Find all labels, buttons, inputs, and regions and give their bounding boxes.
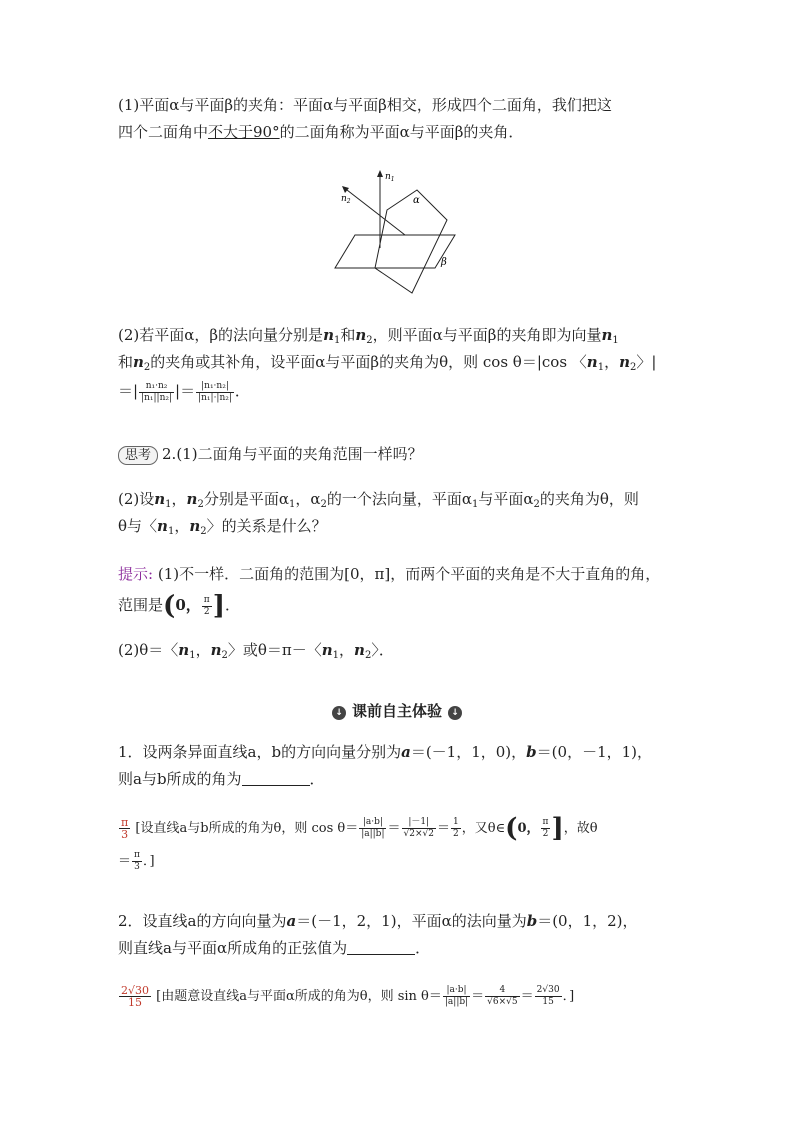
think-tag: 思考 bbox=[118, 446, 158, 465]
answer-blank bbox=[242, 771, 310, 786]
think-question bbox=[118, 441, 683, 540]
answer-2 bbox=[118, 983, 683, 1010]
q1-line1: 1．设两条异面直线a，b的方向向量分别为a＝(－1，1，0)，b＝(0，－1，1)， bbox=[118, 743, 653, 761]
a1-line1: $\frac{\pi}{3}$ [设直线a与b所成的角为θ，则 cos θ＝ $\frac{|a\cdot b|}{|a||b|}$ ＝ $\frac{|-1|}{√2\times√2}$ ＝ $\frac{1}{2}$ ，又θ∈(0， $\frac{\pi}{2}$ ]，故θ bbox=[121, 813, 598, 844]
underlined-term: 不大于90° bbox=[208, 123, 280, 141]
label-n2-sub: 2 bbox=[346, 198, 351, 205]
fraction-2: $\frac{\text{|n₁·n₂|}}{\text{|n₁|·|n₂|}}$ bbox=[198, 380, 232, 403]
hint-line3: (2)θ＝〈$n_1$，$n_2$〉或θ＝π－〈$n_1$，$n_2$〉． bbox=[118, 641, 394, 661]
p1-text: 四个二面角中 bbox=[118, 123, 209, 141]
arrow-n1-icon bbox=[377, 170, 383, 177]
fraction-1: $\frac{\text{n₁·n₂}}{\text{|n₁||n₂|}}$ bbox=[141, 380, 173, 403]
think-line1: 思考 2.(1)二面角与平面的夹角范围一样吗？ bbox=[118, 441, 683, 468]
p2-line1: (2)若平面α，β的法向量分别是$n_1$和$n_2$，则平面α与平面β的夹角即为向量$n_1$ bbox=[118, 326, 619, 346]
question-1 bbox=[118, 739, 683, 793]
hint-line2: 范围是(0， $\frac{\pi}{2}$ ]． bbox=[118, 591, 241, 621]
answer-blank bbox=[347, 940, 415, 955]
hint-block bbox=[118, 561, 683, 664]
svg-text:n1 bbox=[385, 172, 395, 183]
definition-paragraph-2 bbox=[118, 322, 683, 405]
answer-key-1: $\frac{\pi}{3}$ bbox=[121, 816, 129, 841]
section-title-text: 课前自主体验 bbox=[351, 702, 442, 720]
hint-label: 提示: bbox=[118, 565, 154, 583]
answer-key-2: $\frac{2√30}{15}$ bbox=[121, 984, 150, 1009]
p1-line1: (1)平面α与平面β的夹角：平面α与平面β相交，形成四个二面角，我们把这 bbox=[118, 96, 612, 114]
label-alpha: α bbox=[413, 195, 420, 206]
arrow-n2-icon bbox=[342, 186, 349, 193]
question-2 bbox=[118, 908, 683, 962]
hint-line1: 提示: (1)不一样．二面角的范围为[0，π]，而两个平面的夹角是不大于直角的角， bbox=[118, 565, 661, 583]
planes-figure bbox=[325, 165, 465, 300]
down-arrow-icon: ↓ bbox=[448, 706, 462, 720]
answer-1 bbox=[118, 815, 683, 875]
q2-line1: 2．设直线a的方向向量为a＝(－1，2，1)，平面α的法向量为b＝(0，1，2)， bbox=[118, 912, 638, 930]
normal-n2 bbox=[347, 190, 405, 235]
p2-line3: ＝| $\frac{\text{n₁·n₂}}{\text{|n₁||n₂|}}$ |＝ $\frac{\text{|n₁·n₂|}}{\text{|n₁|·|n₂|}}$ ． bbox=[118, 380, 250, 403]
svg-text:n2 bbox=[341, 194, 351, 205]
a1-line2: ＝ $\frac{\pi}{3}$ ．] bbox=[118, 850, 155, 872]
q1-line2: 则a与b所成的角为 ． bbox=[118, 770, 325, 788]
label-beta: β bbox=[441, 257, 447, 268]
p2-line2: 和$n_2$的夹角或其补角，设平面α与平面β的夹角为θ，则 cos θ＝|cos 〈$n_1$，$n_2$〉| bbox=[118, 353, 657, 373]
plane-alpha bbox=[375, 190, 447, 293]
label-n2: n bbox=[341, 194, 347, 204]
down-arrow-icon: ↓ bbox=[332, 706, 346, 720]
definition-paragraph-1 bbox=[118, 92, 683, 146]
p1-line2 bbox=[118, 119, 683, 146]
section-title bbox=[0, 700, 794, 721]
think-line2: (2)设$n_1$，$n_2$分别是平面$\alpha_1$，$\alpha_2$的一个法向量，平面$\alpha_1$与平面$\alpha_2$的夹角为θ，则 bbox=[118, 490, 639, 510]
p1-text-end: 的二面角称为平面α与平面β的夹角． bbox=[279, 123, 524, 141]
q2-line2: 则直线a与平面α所成角的正弦值为 ． bbox=[118, 939, 431, 957]
think-line3: θ与〈$n_1$，$n_2$〉的关系是什么？ bbox=[118, 517, 327, 537]
label-n1-sub: 1 bbox=[390, 176, 395, 183]
pi-over-2: $\frac{\pi}{2}$ bbox=[203, 594, 210, 617]
label-n1: n bbox=[385, 172, 391, 182]
a2-line1: $\frac{2√30}{15}$ [由题意设直线a与平面α所成的角为θ，则 sin θ＝ $\frac{|a\cdot b|}{|a||b|}$ ＝ $\frac{4}{√6\times√5}$ ＝ $\frac{2√30}{15}$ ．] bbox=[121, 984, 575, 1009]
